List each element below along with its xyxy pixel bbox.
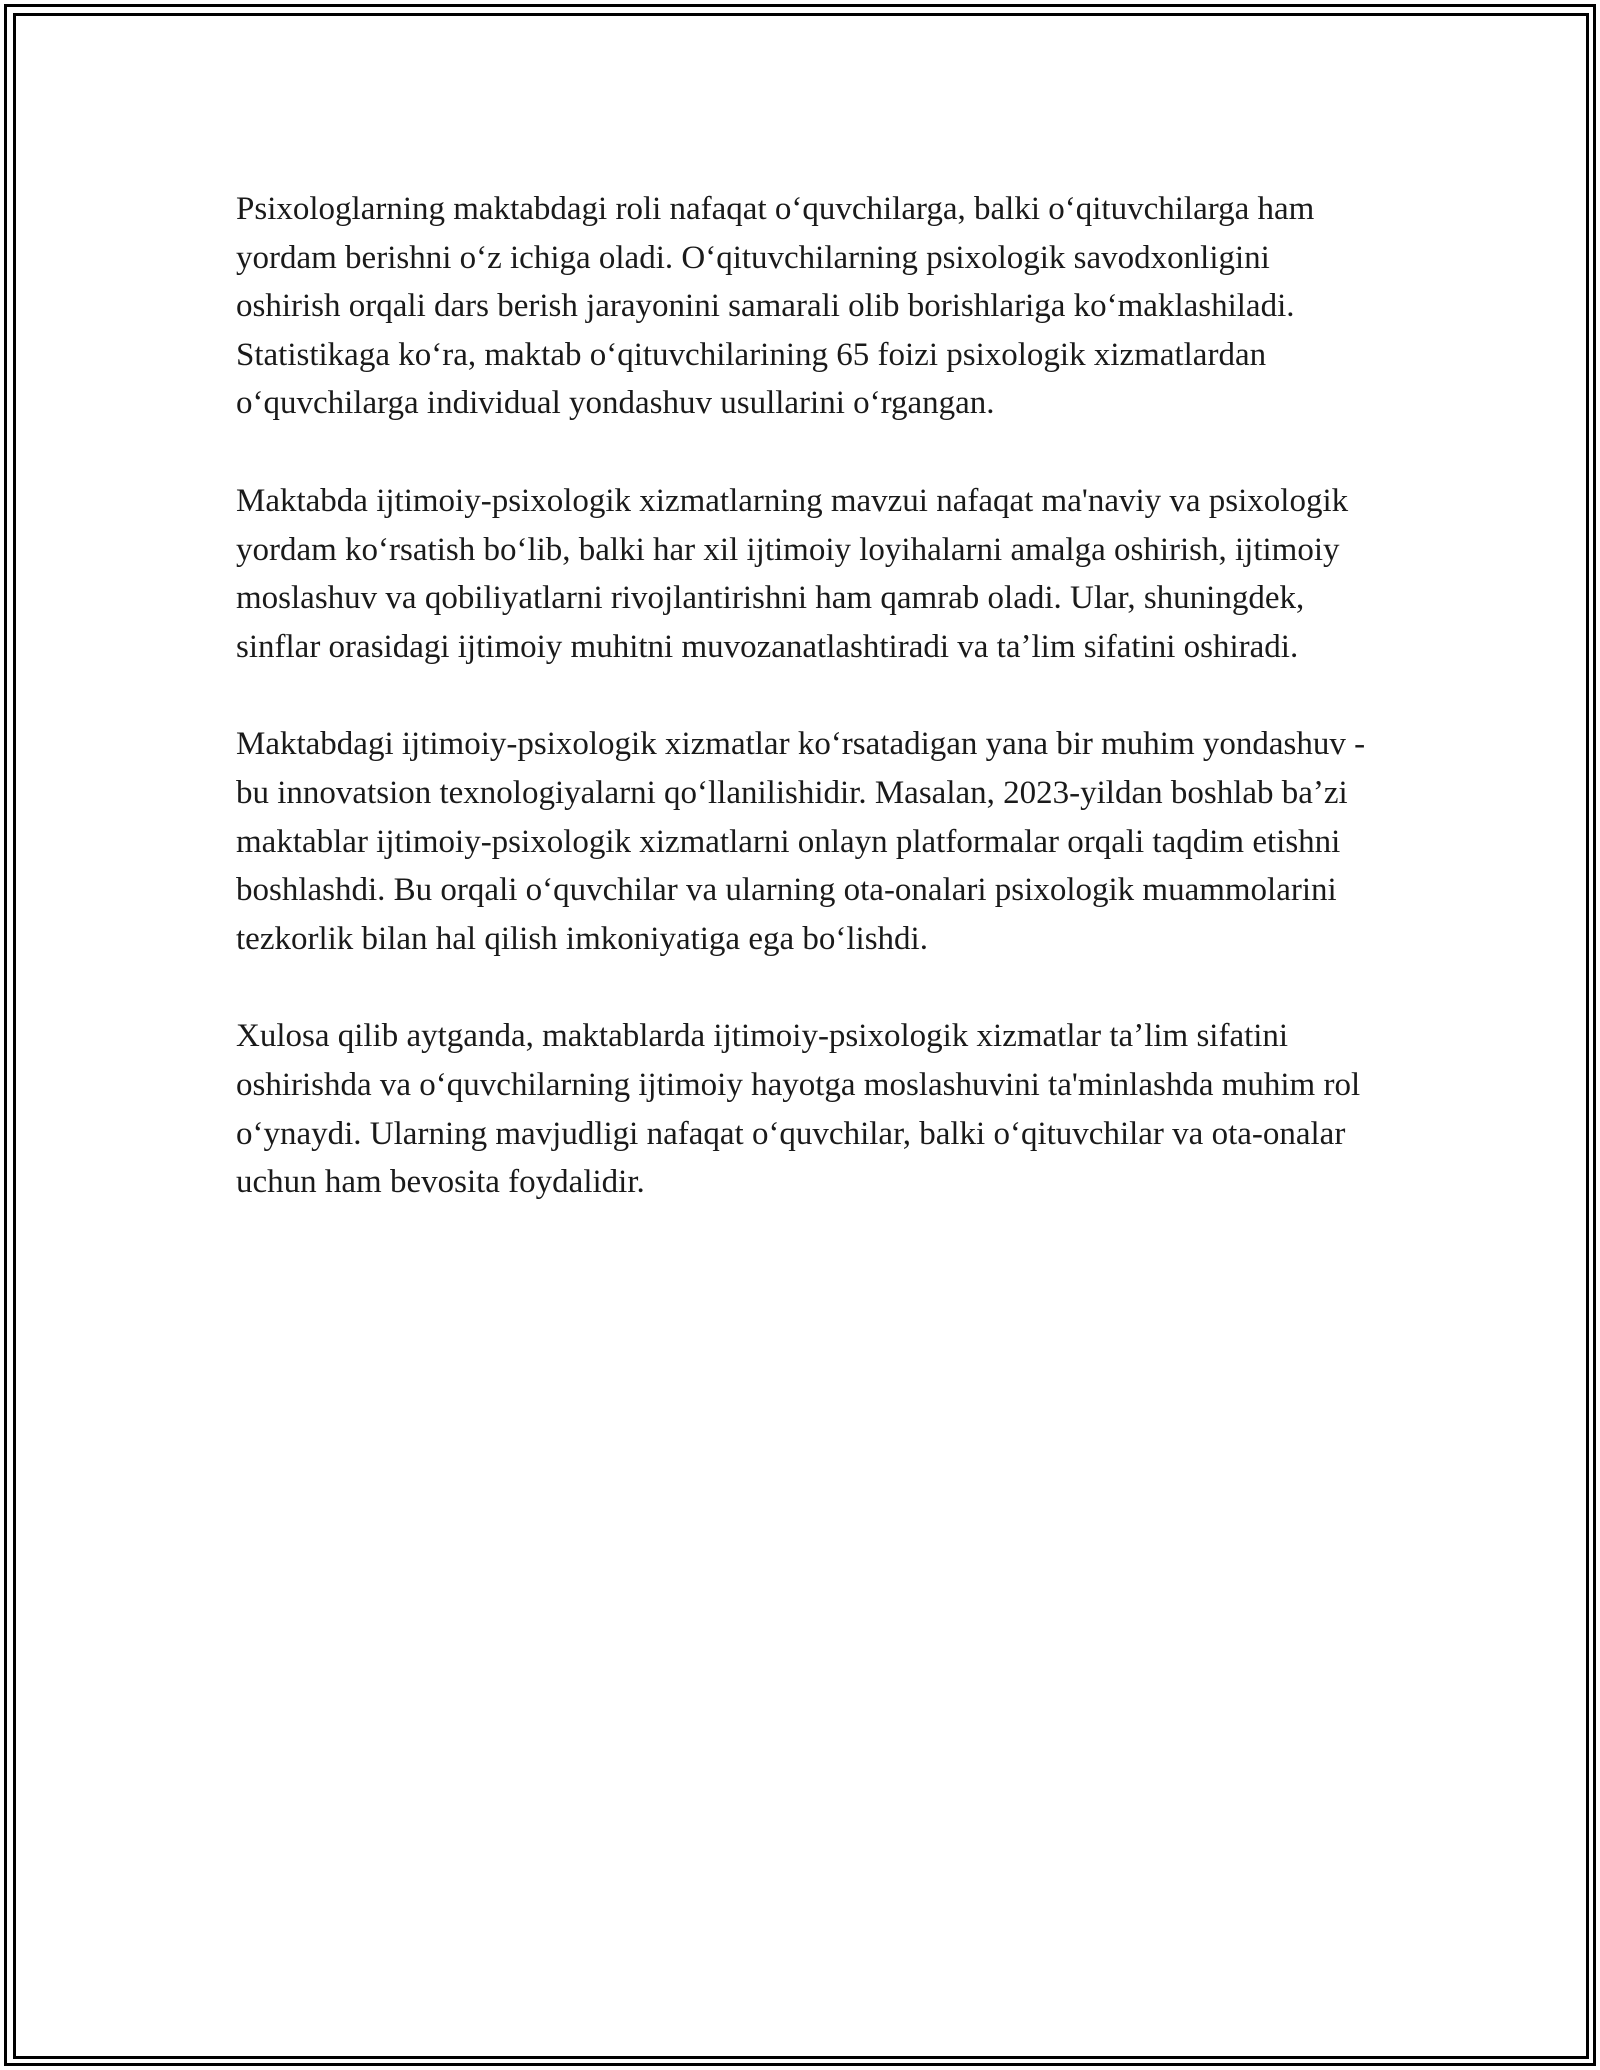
paragraph-conclusion: Xulosa qilib aytganda, maktablarda ijtimoiy-psixologik xizmatlar taʼlim sifatini oshirishda va oʻquvchilarning ijtimoiy hayotga moslashuvini ta'minlashda muhim rol oʻynaydi. Ularning mavjudligi nafaqat oʻquvchilar, balki oʻqituvchilar va ota-onalar uchun ham bevosita foydalidir. [236,1018,1361,1201]
paragraph-innovation: Maktabdagi ijtimoiy-psixologik xizmatlar koʻrsatadigan yana bir muhim yondashuv - bu innovatsion texnologiyalarni qoʻllanilishidir. Masalan, 2023-yildan boshlab baʼzi maktablar ijtimoiy-psixologik xizmatlarni onlayn platformalar orqali taqdim etishni boshlashdi. Bu orqali oʻquvchilar va ularning ota-onalari psixologik muammolarini tezkorlik bilan hal qilish imkoniyatiga ega boʻlishdi. [236,726,1366,957]
document-body [236,185,1376,1256]
paragraph-services: Maktabda ijtimoiy-psixologik xizmatlarning mavzui nafaqat ma'naviy va psixologik yordam koʻrsatish boʻlib, balki har xil ijtimoiy loyihalarni amalga oshirish, ijtimoiy moslashuv va qobiliyatlarni rivojlantirishni ham qamrab oladi. Ular, shuningdek, sinflar orasidagi ijtimoiy muhitni muvozanatlashtiradi va taʼlim sifatini oshiradi. [236,482,1349,665]
paragraph-intro: Psixologlarning maktabdagi roli nafaqat oʻquvchilarga, balki oʻqituvchilarga ham yordam berishni oʻz ichiga oladi. Oʻqituvchilarning psixologik savodxonligini oshirish orqali dars berish jarayonini samarali olib borishlariga koʻmaklashiladi. Statistikaga koʻra, maktab oʻqituvchilarining 65 foizi psixologik xizmatlardan oʻquvchilarga individual yondashuv usullarini oʻrgangan. [236,191,1315,422]
